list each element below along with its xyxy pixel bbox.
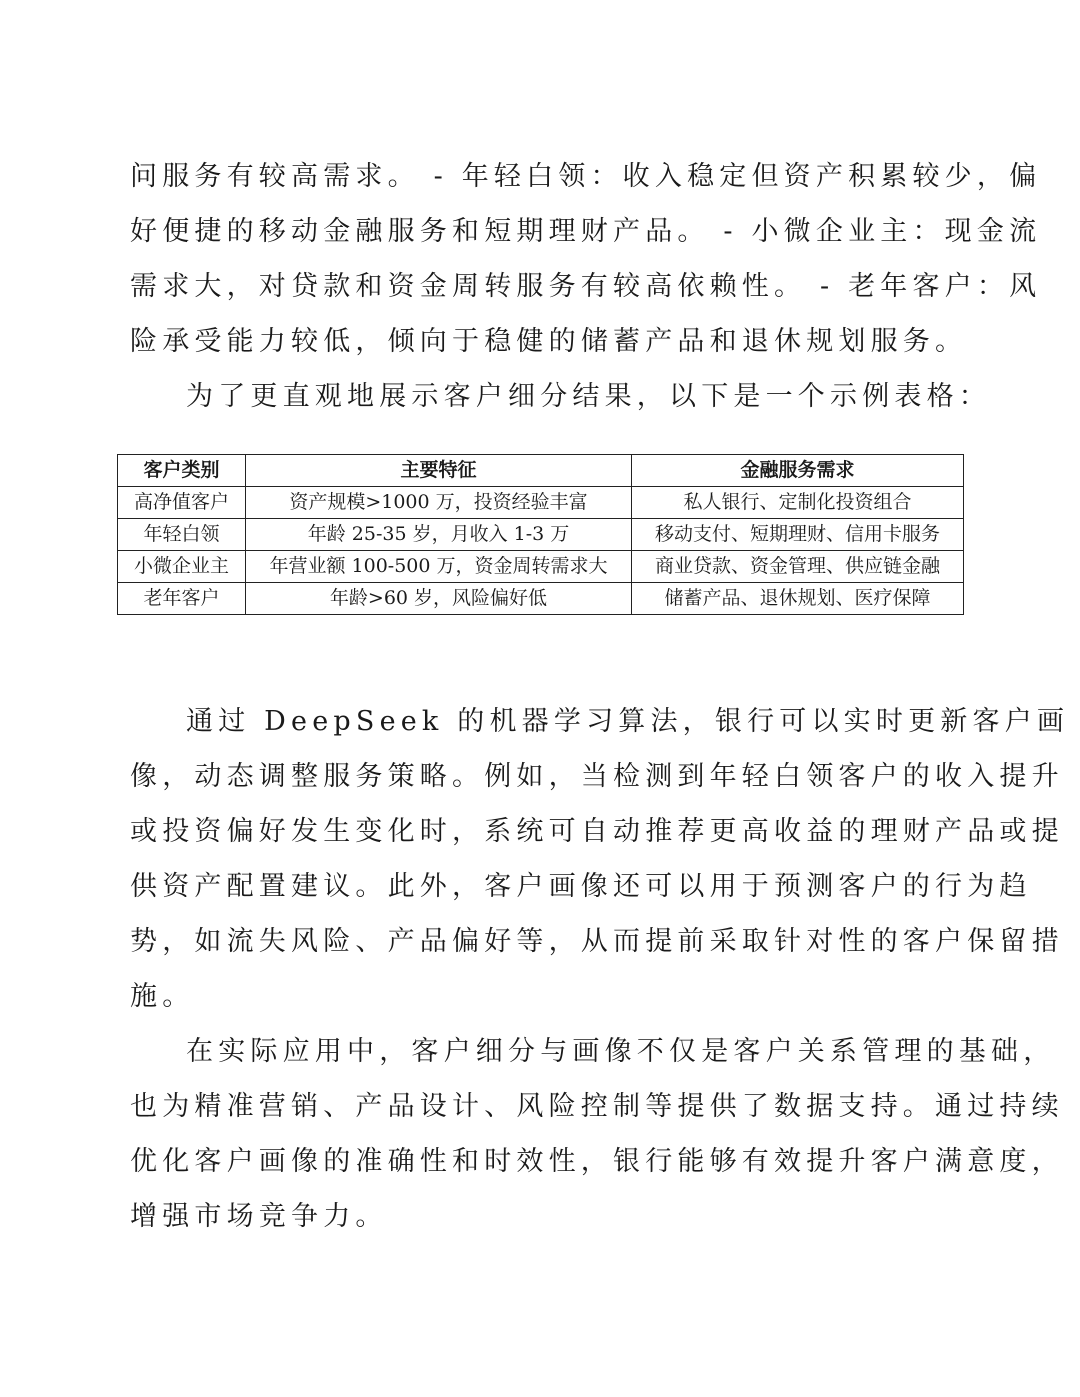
para4-line-2: 也为精准营销、产品设计、风险控制等提供了数据支持。通过持续 — [130, 1091, 1064, 1122]
table-cell: 资产规模>1000 万，投资经验丰富 — [246, 487, 632, 519]
table-header-cell: 客户类别 — [118, 455, 246, 487]
customer-segment-table — [117, 454, 964, 615]
para4-line-4: 增强市场竞争力。 — [130, 1201, 388, 1232]
para1-line-2: 好便捷的移动金融服务和短期理财产品。 - 小微企业主：现金流 — [130, 216, 1042, 247]
para3-line-1: 通过 DeepSeek 的机器学习算法，银行可以实时更新客户画 — [186, 706, 1070, 737]
table-cell: 老年客户 — [118, 583, 246, 615]
para3-line-4: 供资产配置建议。此外，客户画像还可以用于预测客户的行为趋 — [130, 871, 1032, 902]
para4-line-3: 优化客户画像的准确性和时效性，银行能够有效提升客户满意度， — [130, 1146, 1064, 1177]
table-cell: 移动支付、短期理财、信用卡服务 — [632, 519, 964, 551]
table-cell: 年营业额 100-500 万，资金周转需求大 — [246, 551, 632, 583]
table-cell: 商业贷款、资金管理、供应链金融 — [632, 551, 964, 583]
table-header-cell: 主要特征 — [246, 455, 632, 487]
table-row — [118, 583, 964, 615]
para4-line-1: 在实际应用中，客户细分与画像不仅是客户关系管理的基础， — [186, 1036, 1056, 1067]
table-cell: 高净值客户 — [118, 487, 246, 519]
table-row — [118, 519, 964, 551]
table-row — [118, 551, 964, 583]
para2-line-1: 为了更直观地展示客户细分结果，以下是一个示例表格： — [186, 381, 991, 412]
para1-line-1: 问服务有较高需求。 - 年轻白领：收入稳定但资产积累较少，偏 — [130, 161, 1042, 192]
table-cell: 储蓄产品、退休规划、医疗保障 — [632, 583, 964, 615]
para3-line-3: 或投资偏好发生变化时，系统可自动推荐更高收益的理财产品或提 — [130, 816, 1064, 847]
table-cell: 小微企业主 — [118, 551, 246, 583]
table-cell: 年轻白领 — [118, 519, 246, 551]
para3-line-5: 势，如流失风险、产品偏好等，从而提前采取针对性的客户保留措 — [130, 926, 1064, 957]
table-header-cell: 金融服务需求 — [632, 455, 964, 487]
para3-line-2: 像，动态调整服务策略。例如，当检测到年轻白领客户的收入提升 — [130, 761, 1064, 792]
para3-line-6: 施。 — [130, 981, 195, 1012]
table-cell: 私人银行、定制化投资组合 — [632, 487, 964, 519]
para1-line-4: 险承受能力较低，倾向于稳健的储蓄产品和退休规划服务。 — [130, 326, 968, 357]
table-row — [118, 487, 964, 519]
table-header-row — [118, 455, 964, 487]
table-cell: 年龄 25-35 岁，月收入 1-3 万 — [246, 519, 632, 551]
para1-line-3: 需求大，对贷款和资金周转服务有较高依赖性。 - 老年客户：风 — [130, 271, 1042, 302]
table-cell: 年龄>60 岁，风险偏好低 — [246, 583, 632, 615]
